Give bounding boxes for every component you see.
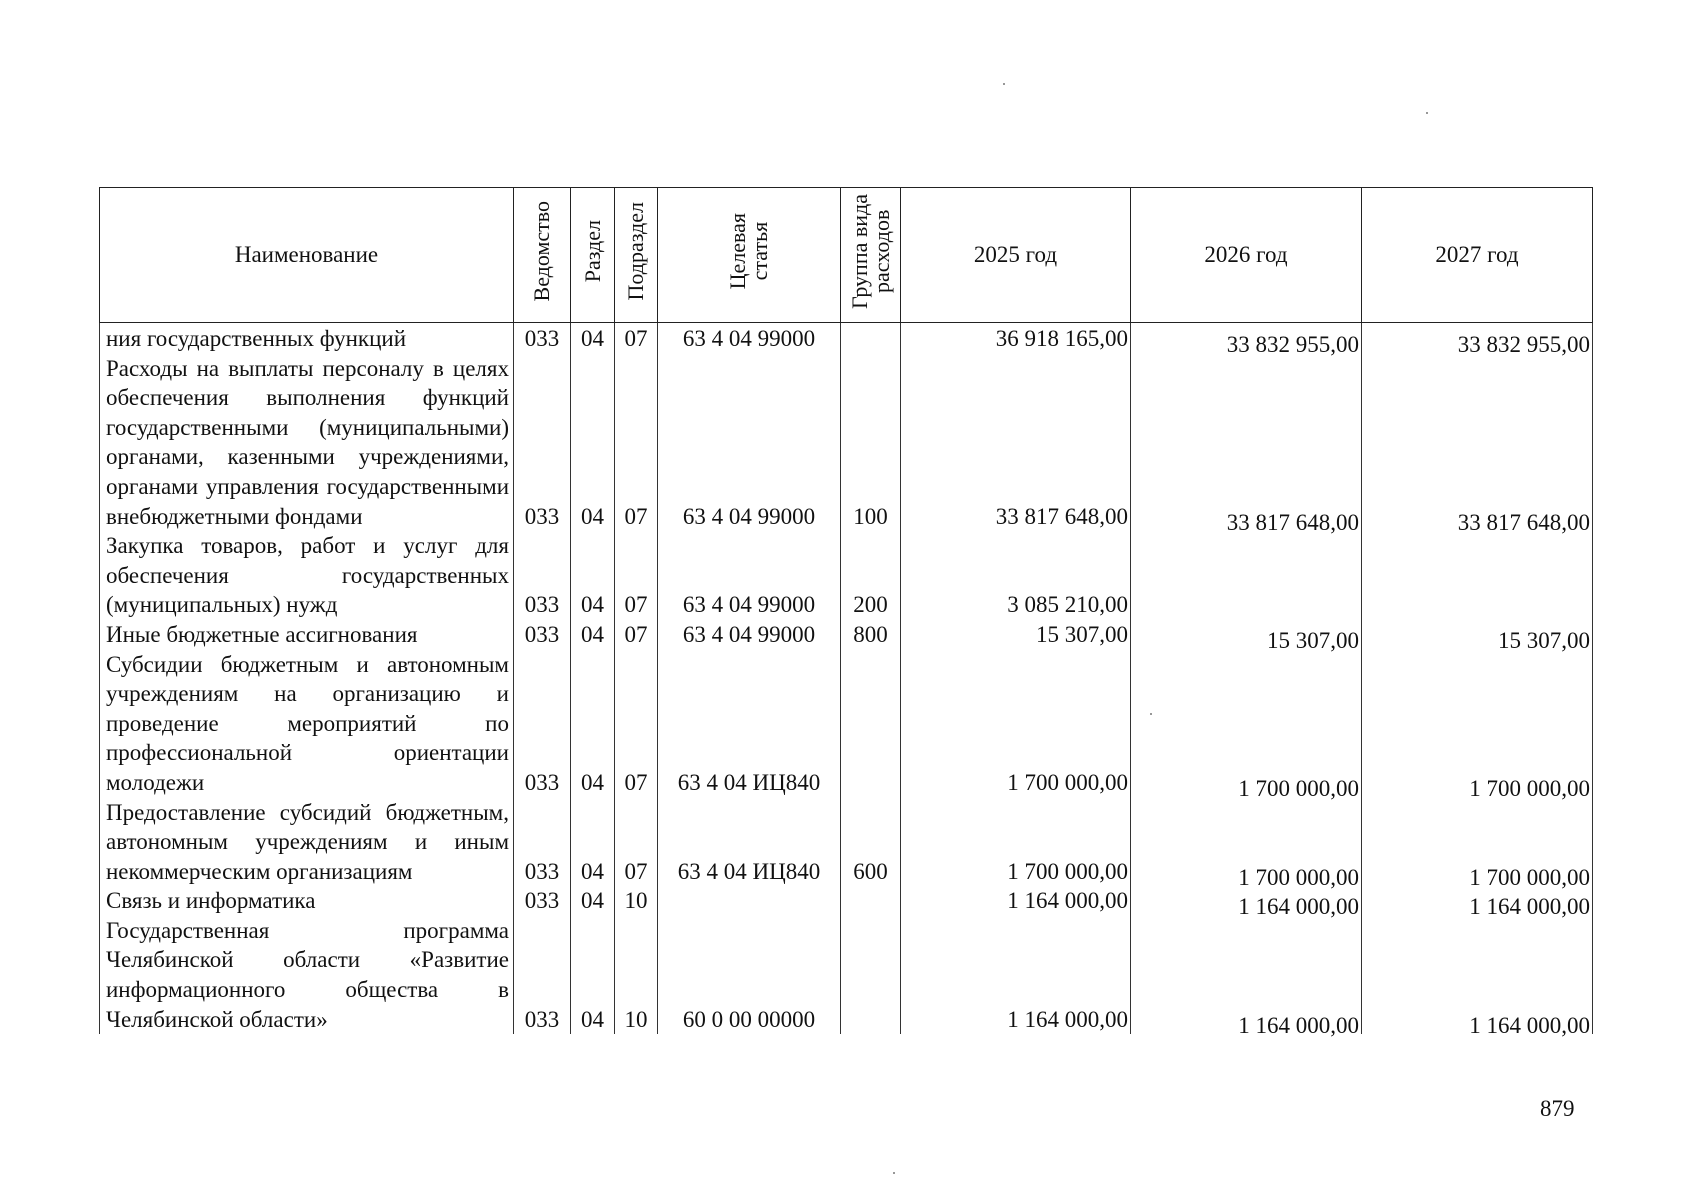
cell-name: Расходы на выплаты персоналу в целях обеспечения выполнения функций государственными (муниципальными) органами, казенными учреждениями, органами управления государственными внебюджетными фондами [100,354,514,532]
header-name [100,188,514,323]
header-2025-label: 2025 год [973,242,1058,268]
header-name-label: Наименование [234,242,379,268]
scan-speck [1150,713,1152,715]
cell-vedomstvo: 033 [514,531,571,620]
cell-podrazdel: 07 [615,620,658,650]
cell-name: Иные бюджетные ассигнования [100,620,514,650]
cell-gruppa: 100 [841,354,901,532]
cell-2027 [1362,537,1593,626]
cell-celevaya: 63 4 04 99000 [658,531,841,620]
cell-name: Закупка товаров, работ и услуг для обеспечения государственных (муниципальных) нужд [100,531,514,620]
cell-podrazdel: 07 [615,531,658,620]
cell-name: Субсидии бюджетным и автономным учреждениям на организацию и проведение мероприятий по профессиональной ориентации молодежи [100,650,514,798]
cell-celevaya: 63 4 04 99000 [658,620,841,650]
budget-table [99,187,1593,1038]
cell-2025: 36 918 165,00 [901,323,1131,354]
header-gruppa-line1: Группа вида [846,193,872,309]
header-podrazdel [615,188,658,323]
cell-2025: 1 164 000,00 [901,916,1131,1034]
header-vedomstvo-label: Ведомство [529,200,554,302]
cell-2025: 15 307,00 [901,620,1131,650]
header-razdel [571,188,615,323]
cell-podrazdel: 07 [615,323,658,354]
cell-razdel: 04 [571,916,615,1034]
cell-vedomstvo: 033 [514,798,571,887]
cell-name: Предоставление субсидий бюджетным, автономным учреждениям и иным некоммерческим организациям [100,798,514,887]
scan-speck [1003,83,1005,85]
cell-celevaya: 63 4 04 ИЦ840 [658,798,841,887]
cell-2025: 1 700 000,00 [901,650,1131,798]
table-row [100,650,1593,798]
header-gruppa-label [846,193,894,309]
cell-2027: 33 817 648,00 [1362,360,1593,538]
header-celevaya-line1: Целевая [725,213,750,290]
header-celevaya [658,188,841,323]
cell-podrazdel: 07 [615,798,658,887]
cell-vedomstvo: 033 [514,620,571,650]
cell-razdel: 04 [571,354,615,532]
cell-podrazdel: 07 [615,650,658,798]
cell-2026: 1 700 000,00 [1131,656,1362,804]
cell-podrazdel: 07 [615,354,658,532]
header-2027-label: 2027 год [1435,242,1519,268]
cell-celevaya [658,886,841,916]
table-body [100,323,1593,1038]
cell-gruppa: 200 [841,531,901,620]
cell-gruppa [841,323,901,354]
cell-name: ния государственных функций [100,323,514,354]
cell-celevaya: 60 0 00 00000 [658,916,841,1034]
header-2025 [901,188,1131,323]
header-celevaya-label [727,213,771,289]
header-vedomstvo [514,188,571,323]
cell-2027: 1 700 000,00 [1362,656,1593,804]
header-razdel-label: Раздел [579,220,605,283]
header-2026-label: 2026 год [1204,242,1288,268]
cell-2026: 15 307,00 [1131,626,1362,656]
table-row [100,354,1593,532]
header-podrazdel-label: Подраздел [623,201,648,301]
cell-gruppa: 600 [841,798,901,887]
cell-razdel: 04 [571,886,615,916]
cell-2026: 1 700 000,00 [1131,804,1362,893]
cell-2026: 33 832 955,00 [1131,329,1362,360]
cell-gruppa [841,886,901,916]
cell-2027: 15 307,00 [1362,626,1593,656]
table-row [100,798,1593,887]
header-celevaya-line2: статья [747,221,772,281]
cell-2026 [1131,537,1362,626]
page-number: 879 [1540,1096,1575,1121]
cell-2025: 1 164 000,00 [901,886,1131,916]
table-row [100,916,1593,1034]
cell-celevaya: 63 4 04 99000 [658,354,841,532]
scan-speck [1426,112,1428,114]
cell-podrazdel: 10 [615,916,658,1034]
cell-razdel: 04 [571,798,615,887]
cell-2027: 1 164 000,00 [1362,922,1593,1040]
cell-podrazdel: 10 [615,886,658,916]
cell-celevaya: 63 4 04 99000 [658,323,841,354]
cell-2027: 1 164 000,00 [1362,892,1593,922]
cell-razdel: 04 [571,650,615,798]
cell-gruppa: 800 [841,620,901,650]
cell-vedomstvo: 033 [514,650,571,798]
table-row [100,531,1593,620]
cell-gruppa [841,916,901,1034]
scan-speck [893,1172,895,1174]
cell-2026: 1 164 000,00 [1131,922,1362,1040]
cell-vedomstvo: 033 [514,916,571,1034]
cell-2026: 1 164 000,00 [1131,892,1362,922]
cell-2025: 3 085 210,00 [901,531,1131,620]
table-header [100,188,1593,323]
cell-gruppa [841,650,901,798]
cell-2025: 1 700 000,00 [901,798,1131,887]
table-row [100,323,1593,354]
cell-name: Связь и информатика [100,886,514,916]
cell-2027: 1 700 000,00 [1362,804,1593,893]
header-gruppa-line2: расходов [868,209,894,293]
cell-2025: 33 817 648,00 [901,354,1131,532]
cell-vedomstvo: 033 [514,354,571,532]
header-2026 [1131,188,1362,323]
header-gruppa [841,188,901,323]
cell-celevaya: 63 4 04 ИЦ840 [658,650,841,798]
cell-2026: 33 817 648,00 [1131,360,1362,538]
cell-2027: 33 832 955,00 [1362,329,1593,360]
cell-vedomstvo: 033 [514,886,571,916]
cell-razdel: 04 [571,323,615,354]
header-2027 [1362,188,1593,323]
cell-razdel: 04 [571,531,615,620]
cell-razdel: 04 [571,620,615,650]
cell-name: Государственная программа Челябинской области «Развитие информационного общества в Челябинской области» [100,916,514,1034]
cell-vedomstvo: 033 [514,323,571,354]
